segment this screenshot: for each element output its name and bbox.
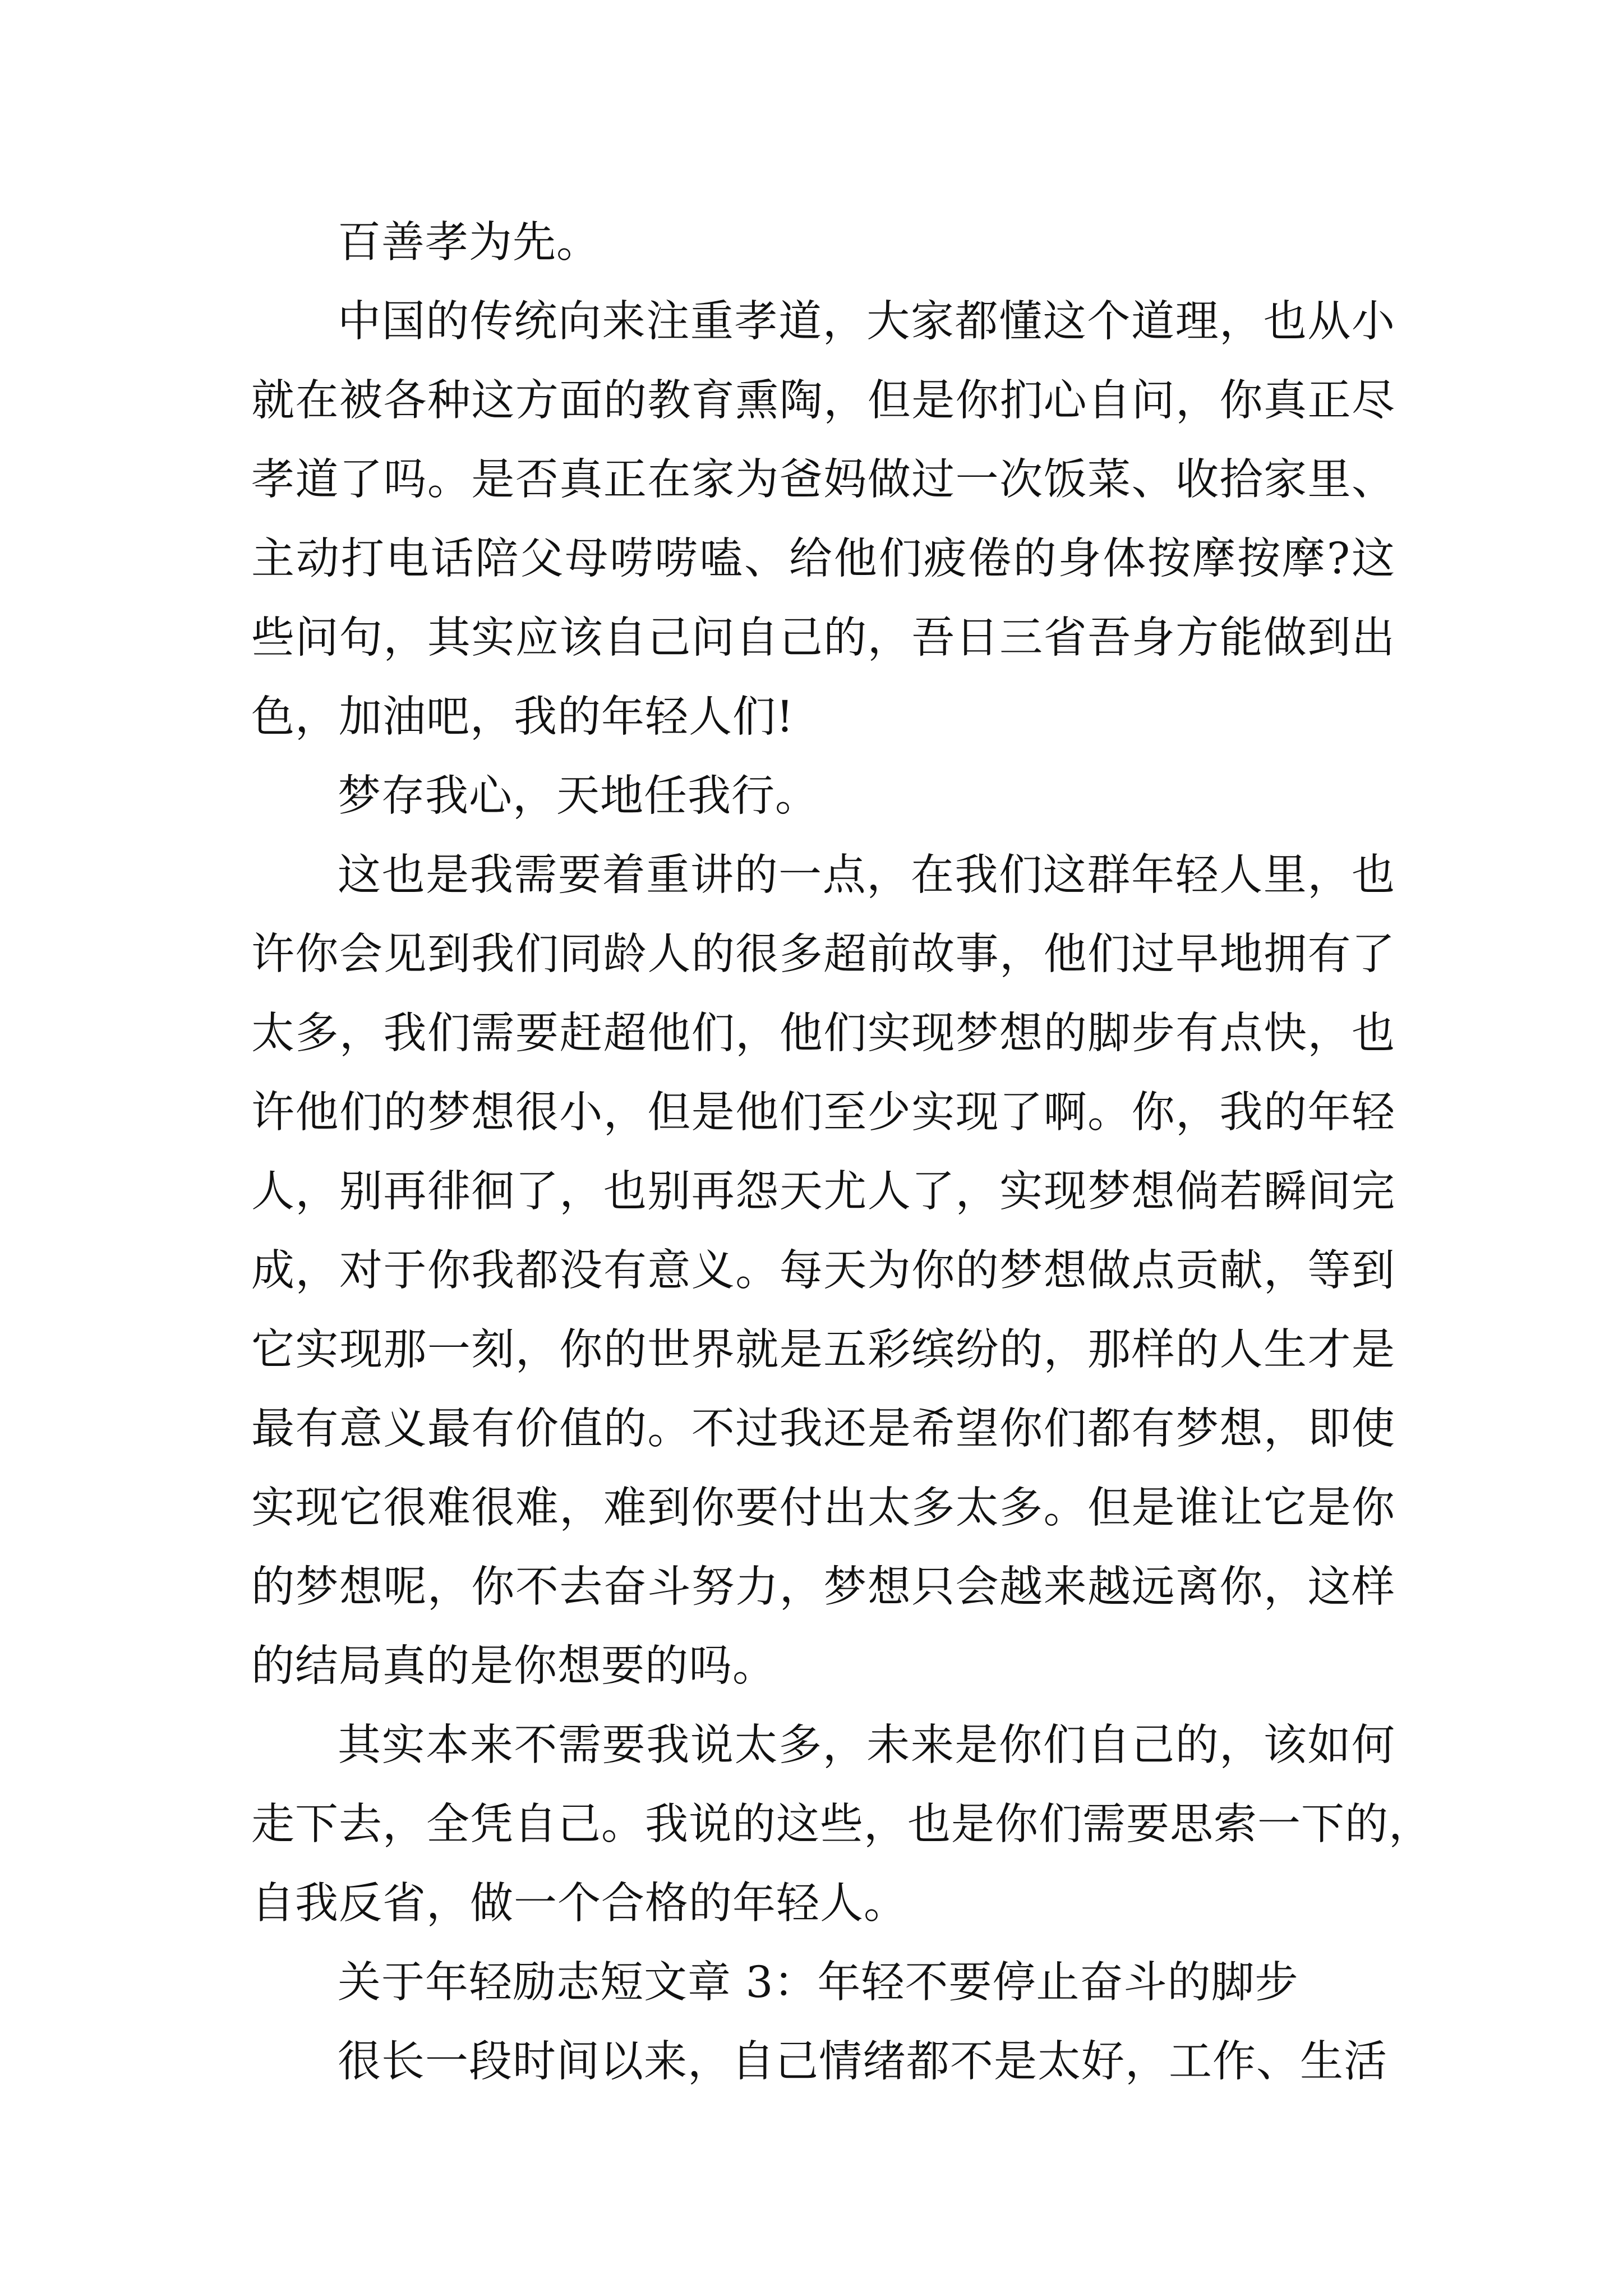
text-line: 这也是我需要着重讲的一点，在我们这群年轻人里，也: [338, 850, 1395, 900]
text-line: 它实现那一刻，你的世界就是五彩缤纷的，那样的人生才是: [251, 1325, 1395, 1375]
text-line: 中国的传统向来注重孝道，大家都懂这个道理，也从小: [338, 297, 1395, 347]
text-line: 孝道了吗。是否真正在家为爸妈做过一次饭菜、收拾家里、: [251, 455, 1395, 505]
text-line: 其实本来不需要我说太多，未来是你们自己的，该如何: [338, 1720, 1395, 1770]
section-heading: [251, 1943, 1395, 2022]
paragraph: [251, 2022, 1395, 2101]
paragraph: [251, 1706, 1432, 1943]
text-line: 许他们的梦想很小，但是他们至少实现了啊。你，我的年轻: [251, 1088, 1395, 1138]
text-line: 主动打电话陪父母唠唠嗑、给他们疲倦的身体按摩按摩?这: [251, 534, 1395, 584]
paragraph: [251, 757, 1395, 836]
text-line: 成，对于你我都没有意义。每天为你的梦想做点贡献，等到: [251, 1246, 1395, 1296]
text-line: 的结局真的是你想要的吗。: [251, 1641, 776, 1691]
paragraph: [251, 203, 1395, 282]
text-line: 的梦想呢，你不去奋斗努力，梦想只会越来越远离你，这样: [251, 1562, 1395, 1612]
document-body: [251, 203, 1432, 2101]
text-line: 些问句，其实应该自己问自己的，吾日三省吾身方能做到出: [251, 613, 1395, 663]
text-line: 最有意义最有价值的。不过我还是希望你们都有梦想，即使: [251, 1404, 1395, 1454]
text-line: 梦存我心，天地任我行。: [338, 771, 819, 821]
paragraph: [251, 282, 1395, 757]
text-line: 自我反省，做一个合格的年轻人。: [251, 1879, 907, 1929]
text-line: 太多，我们需要赶超他们，他们实现梦想的脚步有点快，也: [251, 1009, 1395, 1059]
text-line: 关于年轻励志短文章 3：年轻不要停止奋斗的脚步: [338, 1958, 1299, 2008]
text-line: 就在被各种这方面的教育熏陶，但是你扪心自问，你真正尽: [251, 376, 1395, 426]
text-line: 人，别再徘徊了，也别再怨天尤人了，实现梦想倘若瞬间完: [251, 1167, 1395, 1217]
text-line: 走下去，全凭自己。我说的这些，也是你们需要思索一下的，: [251, 1800, 1432, 1849]
text-line: 许你会见到我们同龄人的很多超前故事，他们过早地拥有了: [251, 930, 1395, 979]
text-line: 实现它很难很难，难到你要付出太多太多。但是谁让它是你: [251, 1483, 1395, 1533]
text-line: 色，加油吧，我的年轻人们!: [251, 692, 794, 742]
paragraph: [251, 836, 1395, 1706]
text-line: 很长一段时间以来，自己情绪都不是太好，工作、生活: [338, 2037, 1387, 2087]
text-line: 百善孝为先。: [338, 218, 600, 268]
